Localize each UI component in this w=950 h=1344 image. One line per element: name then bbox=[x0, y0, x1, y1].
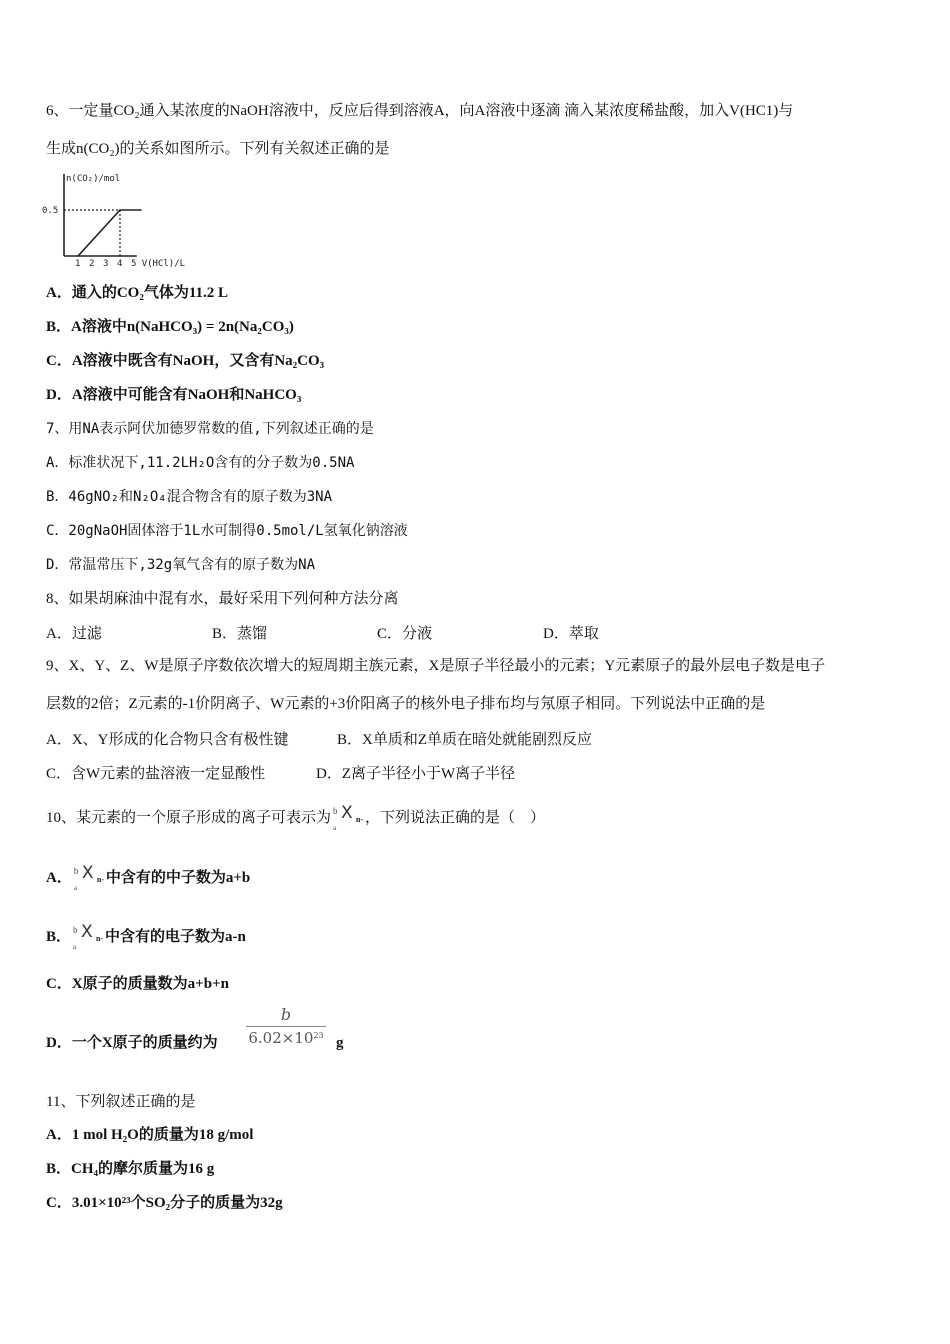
q9-option-d: D．Z离子半径小于W离子半径 bbox=[316, 766, 516, 782]
q7-option-b: B．46gNO₂和N₂O₄混合物含有的原子数为3NA bbox=[46, 489, 333, 505]
q8-stem: 8、如果胡麻油中混有水，最好采用下列何种方法分离 bbox=[46, 591, 399, 607]
data-point bbox=[77, 255, 79, 257]
y-axis-label: n(CO₂)/mol bbox=[66, 174, 121, 184]
q10-option-d: D．一个X原子的质量约为 bbox=[46, 1035, 218, 1051]
q6-option-c: C．A溶液中既含有NaOH，又含有Na₂CO₃ bbox=[46, 353, 325, 369]
q10-stem-post: ，下列说法正确的是（ ） bbox=[365, 810, 546, 826]
q7-option-c: C．20gNaOH固体溶于1L水可制得0.5mol/L氢氧化钠溶液 bbox=[46, 523, 408, 539]
q6-option-a: A．通入的CO₂气体为11.2 L bbox=[46, 285, 229, 301]
q6-chart bbox=[40, 168, 210, 274]
q9-stem-line1: 9、X、Y、Z、W是原子序数依次增大的短周期主族元素，X是原子半径最小的元素；Y元素原子的最外层电子数是电子 bbox=[46, 658, 826, 674]
q11-option-a: A．1 mol H₂O的质量为18 g/mol bbox=[46, 1127, 254, 1143]
nuclide-symbol: b a X n- bbox=[73, 921, 104, 951]
q8-option-d: D．萃取 bbox=[543, 626, 599, 642]
q9-stem-line2: 层数的2倍；Z元素的-1价阴离子、W元素的+3价阳离子的核外电子排布均与氖原子相同。下列说法中正确的是 bbox=[46, 696, 766, 712]
q10-option-a: A． b a X n- 中含有的中子数为a+b bbox=[46, 862, 251, 892]
q7-option-d: D．常温常压下,32g氧气含有的原子数为NA bbox=[46, 557, 316, 573]
q9-option-c: C．含W元素的盐溶液一定显酸性 bbox=[46, 766, 266, 782]
q6-stem-line1: 6、一定量CO₂通入某浓度的NaOH溶液中，反应后得到溶液A，向A溶液中逐滴 滴入某浓度稀盐酸，加入V(HC1)与 bbox=[46, 103, 794, 119]
x-tick-label: 3 bbox=[103, 259, 109, 269]
q11-option-c: C．3.01×10²³个SO₂分子的质量为32g bbox=[46, 1195, 283, 1211]
q10-stem bbox=[46, 802, 546, 832]
q8-option-a: A．过滤 bbox=[46, 626, 102, 642]
q8-option-c: C．分液 bbox=[377, 626, 433, 642]
x-axis-label: V(HCl)/L bbox=[141, 259, 186, 269]
q11-stem: 11、下列叙述正确的是 bbox=[46, 1094, 196, 1110]
q6-option-d: D．A溶液中可能含有NaOH和NaHCO₃ bbox=[46, 387, 302, 403]
y-tick-label: 0.5 bbox=[42, 206, 59, 216]
data-series-line bbox=[78, 210, 141, 256]
q6-option-b: B．A溶液中n(NaHCO₃) = 2n(Na₂CO₃) bbox=[46, 319, 294, 335]
mass-fraction: b $6.02\times 10^{23}$ bbox=[246, 1005, 326, 1047]
q9-option-b: B．X单质和Z单质在暗处就能剧烈反应 bbox=[337, 732, 593, 748]
q7-stem: 7、用NA表示阿伏加德罗常数的值,下列叙述正确的是 bbox=[46, 421, 374, 437]
x-tick-label: 1 bbox=[75, 259, 81, 269]
q10-option-c: C．X原子的质量数为a+b+n bbox=[46, 976, 229, 992]
data-point bbox=[140, 209, 142, 211]
x-tick-label: 5 bbox=[131, 259, 137, 269]
nuclide-symbol: b a X n- bbox=[73, 862, 104, 892]
q10-option-b: B． b a X n- 中含有的电子数为a-n bbox=[46, 921, 246, 951]
data-point bbox=[119, 209, 121, 211]
nuclide-symbol: b a X n- bbox=[333, 802, 364, 832]
q9-option-a: A．X、Y形成的化合物只含有极性键 bbox=[46, 732, 289, 748]
q7-option-a: A．标准状况下,11.2LH₂O含有的分子数为0.5NA bbox=[46, 455, 355, 471]
q10-option-d-unit: g bbox=[336, 1035, 344, 1051]
q11-option-b: B．CH₄的摩尔质量为16 g bbox=[46, 1161, 215, 1177]
x-tick-label: 4 bbox=[117, 259, 123, 269]
x-tick-label: 2 bbox=[89, 259, 95, 269]
q8-option-b: B．蒸馏 bbox=[212, 626, 268, 642]
q10-stem-pre: 10、某元素的一个原子形成的离子可表示为 bbox=[46, 810, 332, 826]
q6-stem-line2: 生成n(CO₂)的关系如图所示。下列有关叙述正确的是 bbox=[46, 141, 390, 157]
